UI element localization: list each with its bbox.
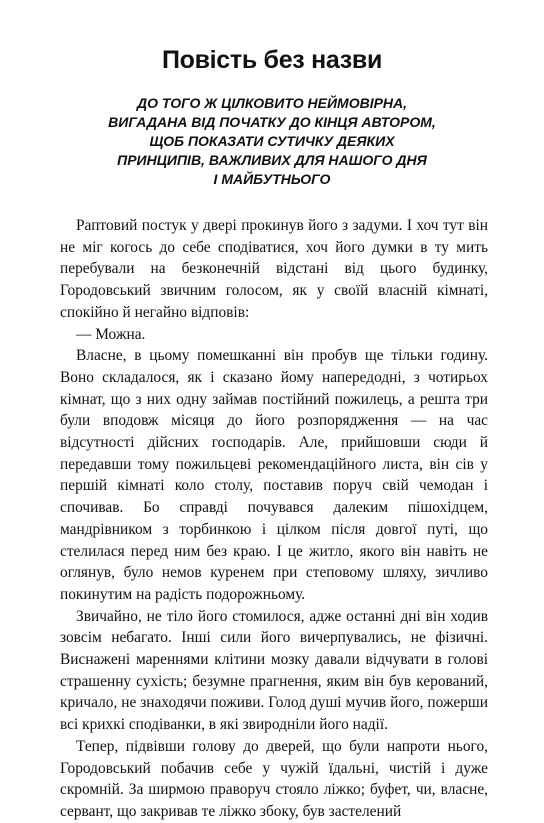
- text-line: Воно складалося, як і сказано йому напередодні, з чотирьох: [60, 368, 488, 386]
- text-line: Тепер, підвівши голову до дверей, що були напроти нього,: [76, 737, 488, 755]
- subtitle-line: ДО ТОГО Ж ЦІЛКОВИТО НЕЙМОВІРНА,: [136, 95, 408, 111]
- story-body: [60, 215, 488, 823]
- body-paragraph: [60, 324, 488, 346]
- story-subtitle: [60, 94, 484, 189]
- text-line: кричало, не знаходячи поживи. Голод душі мучив його, пожерши: [60, 694, 488, 712]
- text-line: Виснажені мареннями клітини мозку давали відчувати в голові: [60, 651, 488, 669]
- text-line: першій кімнаті коло столу, поставив поруч свій чемодан і: [60, 477, 488, 495]
- text-line: Звичайно, не тіло його стомилося, адже останні дні він ходив: [76, 607, 488, 625]
- text-line: перебували на безконечній відстані від цього будинку,: [60, 260, 488, 278]
- story-title: Повість без назви: [161, 46, 383, 74]
- text-line: Городовський звичним голосом, як у своїй власній кімнаті,: [60, 282, 488, 300]
- text-line: спокійно й негайно відповів:: [60, 303, 250, 321]
- text-line: — Можна.: [76, 325, 146, 343]
- text-line: зовсім небагато. Інші сили його вичерпувались, не фізичні.: [60, 629, 488, 647]
- text-line: Раптовий постук у двері прокинув його з задуми. І хоч тут він: [76, 217, 488, 234]
- text-line: Власне, в цьому помешканні він пробув ще тільки годину.: [76, 347, 488, 365]
- text-line: всі крихкі сподіванки, в які звиродніли його надії.: [60, 716, 388, 734]
- subtitle-line: ЩОБ ПОКАЗАТИ СУТИЧКУ ДЕЯКИХ: [149, 133, 395, 149]
- text-line: стелилася перед ним без краю. І це житло, якого він навіть не: [60, 542, 488, 560]
- text-line: передавши тому пожильцеві рекомендаційного листа, він сів у: [60, 455, 488, 473]
- text-line: скромній. За ширмою праворуч стояло ліжко; буфет, чи, власне,: [60, 781, 488, 799]
- body-paragraph: [60, 345, 488, 605]
- body-paragraph: [60, 736, 488, 823]
- text-line: спочивав. Бо справді почувався далеким пішохідцем,: [60, 499, 488, 517]
- text-line: Городовський побачив себе у чужій їдальні, чистій і дуже: [60, 759, 488, 777]
- text-line: сервант, що закривав те ліжко збоку, був застелений: [60, 802, 402, 820]
- text-line: кімнат, що з них одну займав постійний пожилець, а решта три: [60, 390, 488, 408]
- text-line: страшенну сухість; безумне прагнення, яким він був керований,: [60, 672, 488, 690]
- subtitle-line: ПРИНЦИПІВ, ВАЖЛИВИХ ДЛЯ НАШОГО ДНЯ: [117, 152, 427, 168]
- subtitle-line: ВИГАДАНА ВІД ПОЧАТКУ ДО КІНЦЯ АВТОРОМ,: [108, 114, 436, 130]
- text-line: були вподовж місяця до його розпорядження — на час: [60, 412, 488, 430]
- body-paragraph: [60, 215, 488, 324]
- body-paragraph: [60, 606, 488, 736]
- text-line: не міг когось до себе сподіватися, хоч його думки в ту мить: [60, 238, 488, 256]
- text-line: покинутим на радість подорожньому.: [60, 585, 306, 603]
- text-line: мандрівником з торбинкою і цілком після довгої путі, що: [60, 520, 488, 538]
- text-line: оглянув, було немов куренем при степовому шляху, зичливо: [60, 564, 488, 582]
- subtitle-line: І МАЙБУТНЬОГО: [213, 171, 331, 187]
- text-line: відсутності дійсних господарів. Але, прийшовши сюди й: [60, 434, 488, 452]
